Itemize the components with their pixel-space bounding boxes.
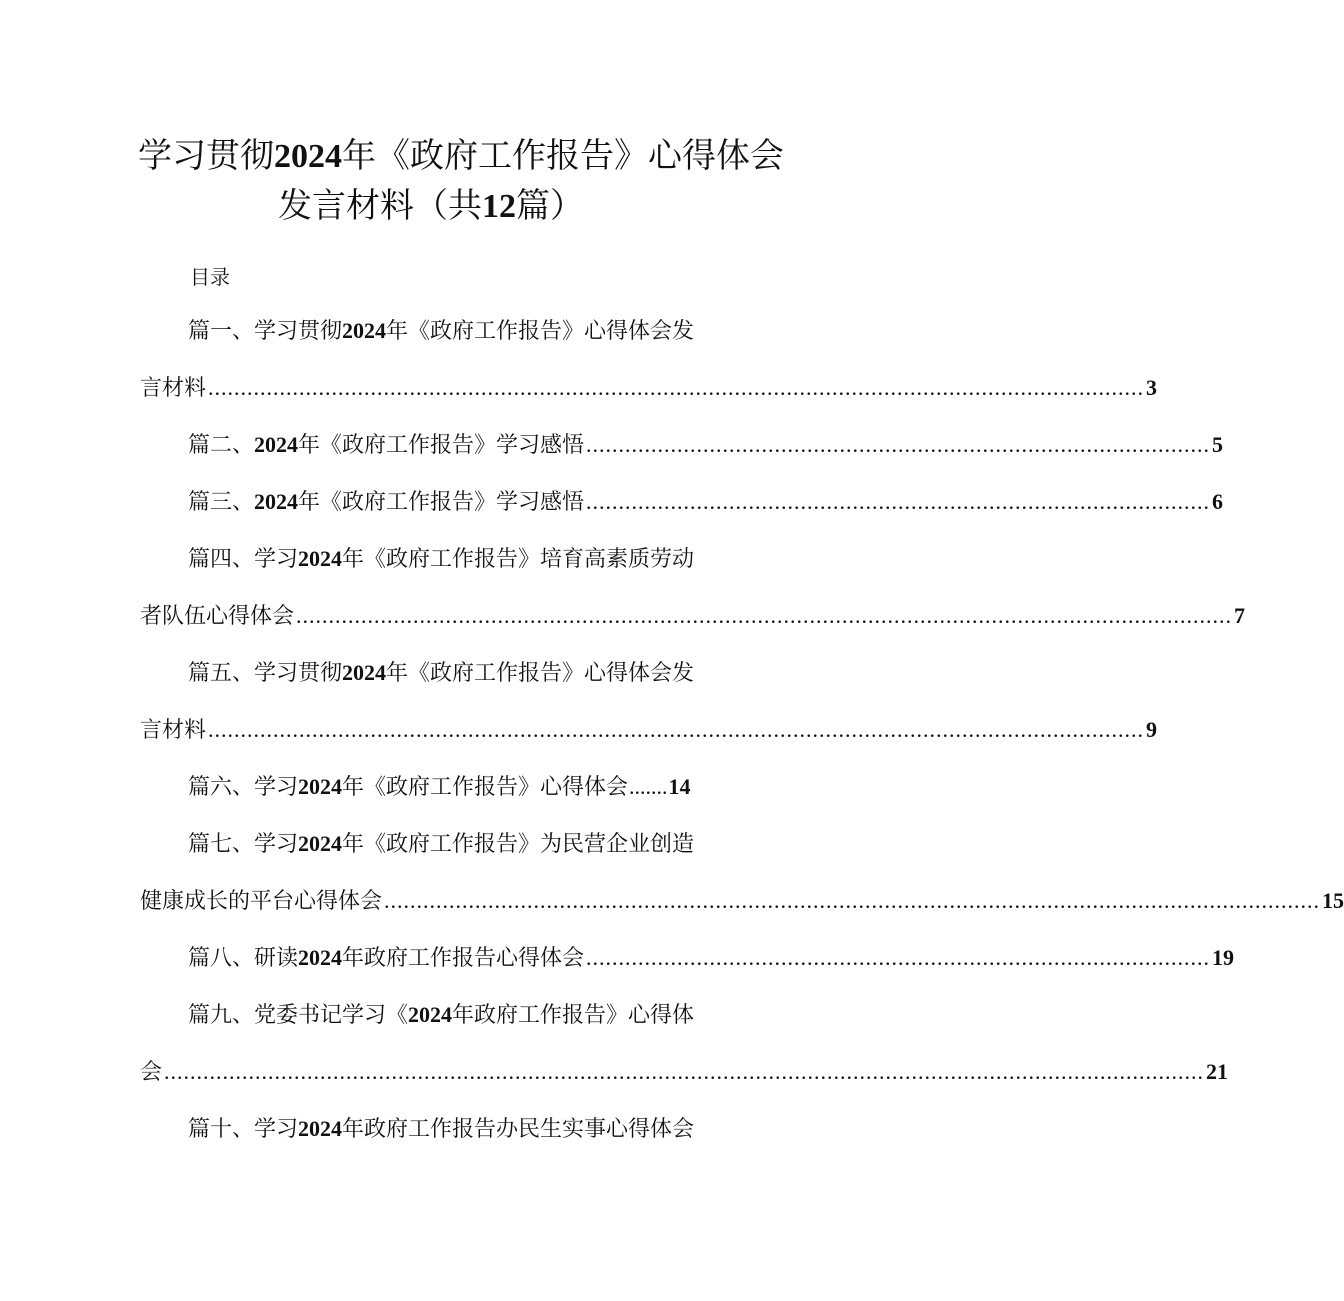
toc-entry-5[interactable] [188,658,694,689]
entry-year: 2024 [254,489,299,514]
entry-title: 言材料 [140,718,207,743]
document-title-line-2 [278,186,584,227]
entry-title: 年《政府工作报告》心得体会发 [386,319,695,344]
leader-dots: ................................................................................................................................................ [208,375,1145,400]
title-text: 学习贯彻 [138,136,274,176]
title-text: 发言材料（共 [278,186,482,226]
entry-year: 2024 [298,945,343,970]
toc-entry-4[interactable] [188,544,694,575]
page-number: 6 [1212,489,1224,514]
entry-year: 2024 [254,432,299,457]
entry-year: 2024 [298,831,343,856]
page-number: 14 [668,774,691,799]
entry-title: 年政府工作报告办民生实事心得体会 [342,1117,695,1142]
entry-year: 2024 [342,660,387,685]
leader-dots: ................................................................................................................................................ [296,603,1233,628]
leader-dots: ................................................................................................ [586,945,1211,970]
entry-title: 年政府工作报告》心得体 [452,1003,695,1028]
toc-entry-4-continuation[interactable] [140,601,1246,632]
title-text: 篇） [516,186,584,226]
entry-title: 年《政府工作报告》学习感悟 [298,433,585,458]
page-number: 21 [1206,1059,1229,1084]
entry-year: 2024 [298,546,343,571]
entry-prefix: 篇三、 [188,490,255,515]
title-count: 12 [482,188,516,225]
toc-entry-1-continuation[interactable] [140,373,1158,404]
leader-dots: ................................................................................................ [586,489,1211,514]
entry-prefix: 篇六、学习 [188,775,299,800]
entry-prefix: 篇七、学习 [188,832,299,857]
leader-dots: ................................................................................................................................................................ [164,1059,1205,1084]
leader-dots: ................................................................................................................................................ [208,717,1145,742]
toc-entry-10[interactable] [188,1114,694,1145]
entry-title: 年《政府工作报告》心得体会 [342,775,629,800]
toc-entry-9[interactable] [188,1000,694,1031]
leader-dots: ................................................................................................ [586,432,1211,457]
toc-entry-8[interactable] [188,943,1235,974]
entry-prefix: 篇五、学习贯彻 [188,661,343,686]
toc-entry-1[interactable] [188,316,694,347]
toc-entry-9-continuation[interactable] [140,1057,1229,1088]
title-year: 2024 [274,138,342,175]
entry-title: 者队伍心得体会 [140,604,295,629]
entry-prefix: 篇九、党委书记学习《 [188,1003,409,1028]
entry-prefix: 篇一、学习贯彻 [188,319,343,344]
toc-entry-3[interactable] [188,487,1224,518]
page-number: 5 [1212,432,1224,457]
leader-dots: ................................................................................................................................................ [384,888,1321,913]
toc-entry-6[interactable] [188,772,691,803]
entry-prefix: 篇四、学习 [188,547,299,572]
entry-title: 年《政府工作报告》学习感悟 [298,490,585,515]
entry-title: 言材料 [140,376,207,401]
toc-entry-2[interactable] [188,430,1224,461]
entry-title: 年《政府工作报告》心得体会发 [386,661,695,686]
page-number: 9 [1146,717,1158,742]
entry-year: 2024 [408,1002,453,1027]
page-number: 7 [1234,603,1246,628]
toc-entry-7-continuation[interactable] [140,886,1344,917]
entry-title: 年政府工作报告心得体会 [342,946,585,971]
toc-entry-5-continuation[interactable] [140,715,1158,746]
title-text: 年《政府工作报告》心得体会 [342,136,784,176]
toc-entry-7[interactable] [188,829,694,860]
toc-heading: 目录 [190,265,230,289]
page-number: 19 [1212,945,1235,970]
entry-prefix: 篇二、 [188,433,255,458]
entry-title: 年《政府工作报告》为民营企业创造 [342,832,695,857]
entry-title: 年《政府工作报告》培育高素质劳动 [342,547,695,572]
page-number: 15 [1322,888,1344,913]
entry-title: 健康成长的平台心得体会 [140,889,383,914]
entry-year: 2024 [298,1116,343,1141]
entry-year: 2024 [298,774,343,799]
entry-title: 会 [140,1060,163,1085]
entry-year: 2024 [342,318,387,343]
document-title-line-1 [138,136,784,177]
entry-prefix: 篇八、研读 [188,946,299,971]
leader-dots: ....... [629,774,668,799]
entry-prefix: 篇十、学习 [188,1117,299,1142]
page-number: 3 [1146,375,1158,400]
